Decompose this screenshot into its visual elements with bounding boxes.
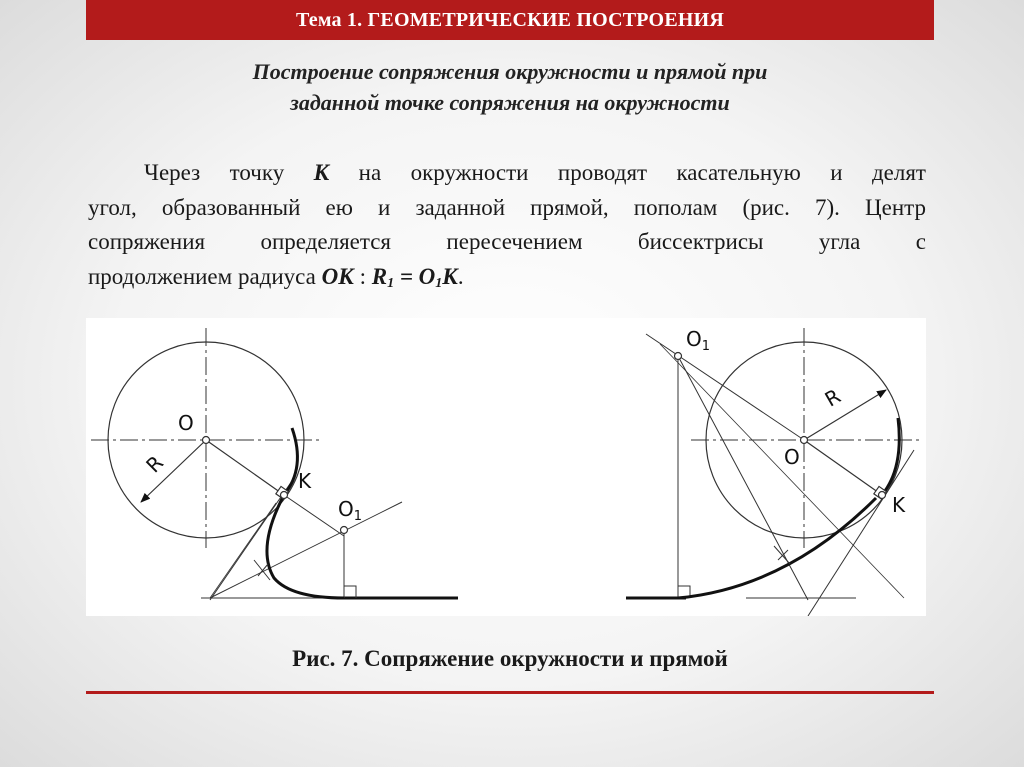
figure-caption: Рис. 7. Сопряжение окружности и прямой <box>292 646 728 671</box>
text-fragment: на окружности проводят касательную и делят <box>329 160 926 185</box>
paragraph-line-1 <box>88 156 926 191</box>
left-bisector <box>210 502 402 598</box>
right-label-o: O <box>784 445 800 469</box>
paragraph-line-4 <box>88 260 926 302</box>
left-upper-bold-arc <box>284 428 297 495</box>
right-point-o1 <box>675 353 682 360</box>
left-right-angle-mark <box>344 586 356 598</box>
figure-drawing <box>86 318 926 616</box>
formula-r: R <box>371 263 388 289</box>
left-label-o: O <box>178 411 194 435</box>
left-conjugate-arc <box>267 495 344 598</box>
point-k-label: К <box>313 160 330 185</box>
paragraph-line-3: сопряжения определяется пересечением биссектрисы угла с <box>88 229 926 254</box>
right-point-o <box>801 437 808 444</box>
subtitle-line-2: заданной точке сопряжения на окружности <box>290 90 730 115</box>
right-construction <box>626 328 921 616</box>
right-label-k: K <box>892 493 906 517</box>
body-paragraph <box>88 156 926 301</box>
right-label-o1: $O_1$ <box>686 327 711 354</box>
left-point-o1 <box>341 527 348 534</box>
section-subtitle <box>86 56 934 118</box>
left-label-k: K <box>298 469 312 493</box>
subtitle-line-1: Построение сопряжения окружности и прямой при <box>252 59 768 84</box>
bottom-divider <box>86 691 934 694</box>
formula-equals-o: = О <box>394 263 436 289</box>
right-label-r: R <box>820 383 845 412</box>
topic-title: Тема 1. ГЕОМЕТРИЧЕСКИЕ ПОСТРОЕНИЯ <box>295 8 725 31</box>
formula <box>372 264 458 289</box>
right-upper-bold-arc <box>882 418 899 495</box>
text-fragment: продолжением радиуса <box>88 263 322 289</box>
topic-header <box>86 0 934 40</box>
paragraph-line-2: угол, образованный ею и заданной прямой, пополам (рис. 7). Центр <box>88 194 926 220</box>
formula-o-subscript: 1 <box>435 275 443 291</box>
text-fragment: Через точку <box>144 160 314 185</box>
left-point-o <box>203 437 210 444</box>
left-label-r: R <box>141 450 168 478</box>
left-radius-extension <box>284 495 344 536</box>
right-long-construction <box>660 344 904 598</box>
construction-figure <box>86 318 926 616</box>
formula-r-subscript: 1 <box>387 275 395 291</box>
right-conjugate-arc <box>678 498 876 598</box>
radius-ok-label: ОК <box>321 263 354 289</box>
right-radius-ok <box>804 440 882 495</box>
left-radius-ok <box>206 440 284 495</box>
right-radius-r <box>804 390 886 440</box>
right-point-k <box>879 492 886 499</box>
text-fragment: : <box>353 263 372 289</box>
formula-k: К <box>442 263 458 289</box>
text-fragment: . <box>457 263 464 289</box>
right-o1-to-o-line <box>646 334 804 440</box>
right-tangent-line <box>808 450 914 616</box>
left-point-k <box>281 492 288 499</box>
left-label-o1: $O_1$ <box>338 497 363 524</box>
right-bisector-tick-1 <box>774 546 790 564</box>
